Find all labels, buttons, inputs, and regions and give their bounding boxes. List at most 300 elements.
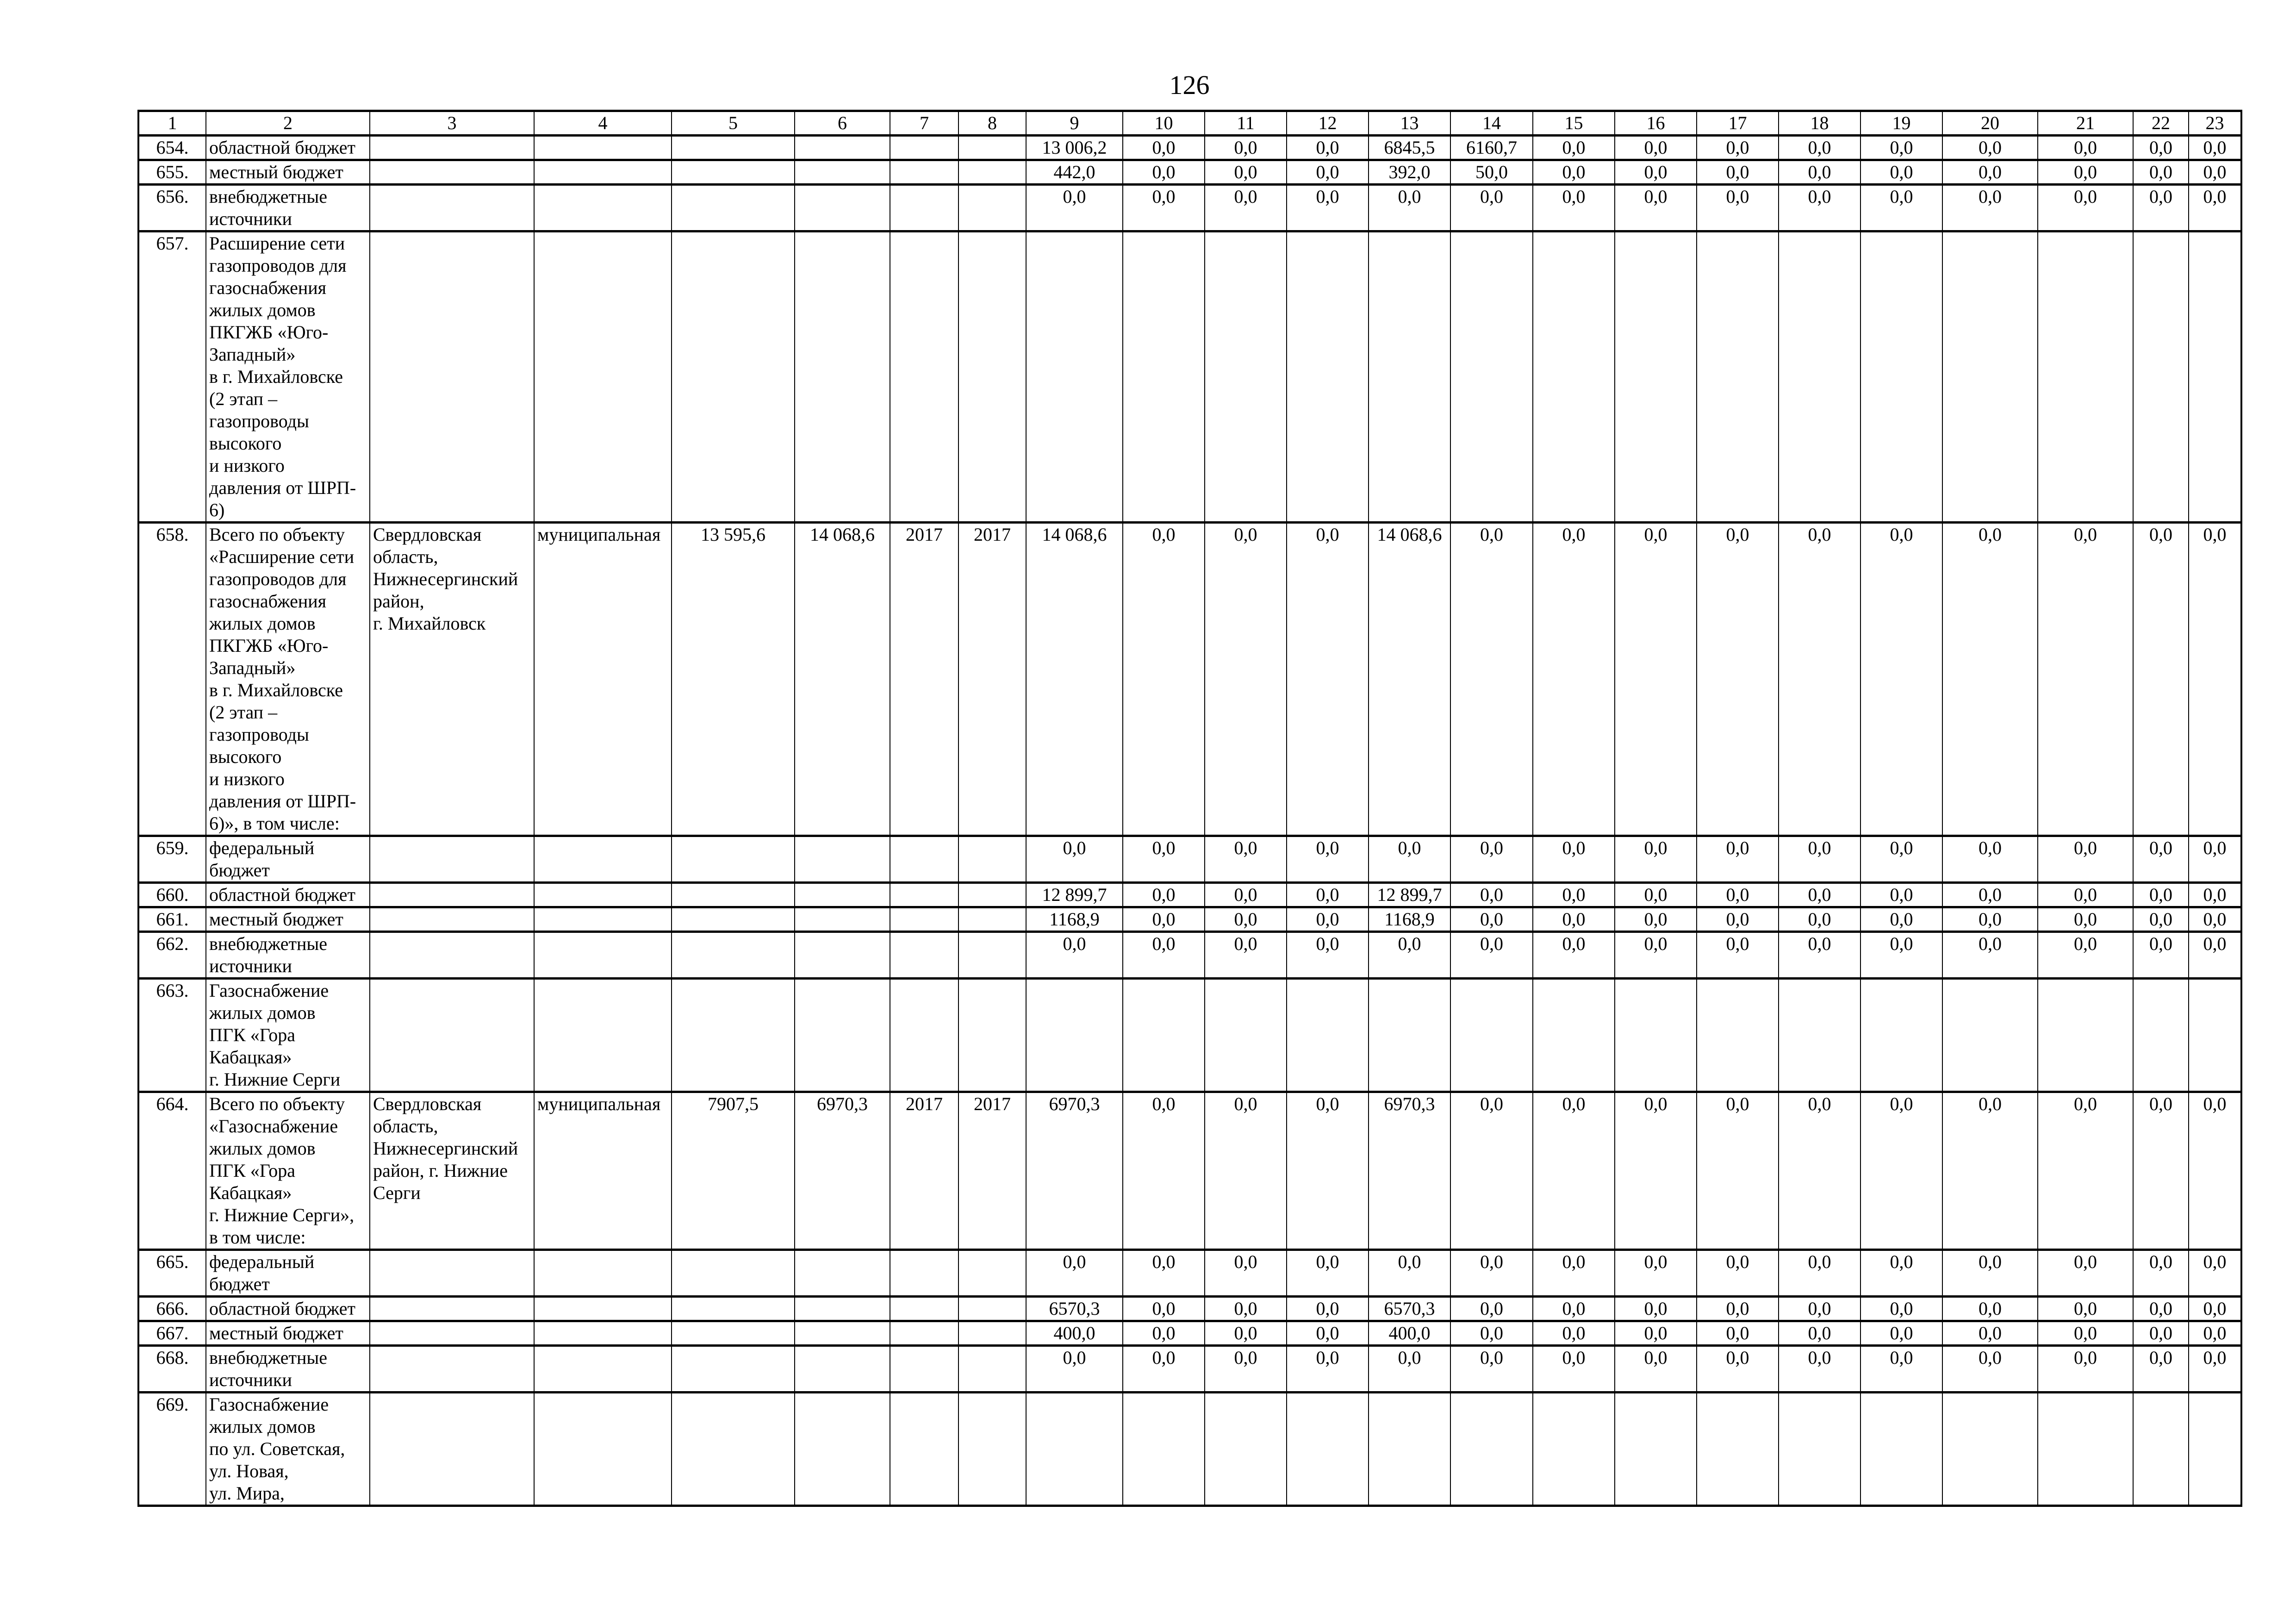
ownership: [534, 185, 672, 231]
table-row: [138, 907, 2241, 932]
row-name: внебюджетные источники: [206, 1346, 370, 1393]
row-number: 665.: [138, 1250, 206, 1297]
table-row: [138, 1092, 2241, 1250]
amount-cell-col-12: 0,0: [1287, 1346, 1369, 1393]
row-name: областной бюджет: [206, 1297, 370, 1321]
col-6-value: 6970,3: [795, 1092, 890, 1250]
amount-cell-col-12: 0,0: [1287, 1092, 1369, 1250]
amount-cell-col-14: [1450, 1393, 1533, 1506]
amount-cell-col-13: 12 899,7: [1369, 883, 1450, 907]
amount-cell-col-20: 0,0: [1942, 1321, 2038, 1346]
amount-cell-col-11: 0,0: [1205, 907, 1287, 932]
amount-cell-col-17: [1697, 1393, 1779, 1506]
amount-cell-col-23: 0,0: [2189, 1297, 2241, 1321]
amount-cell-col-21: 0,0: [2038, 836, 2133, 883]
amount-cell-col-17: 0,0: [1697, 1346, 1779, 1393]
table-row: [138, 883, 2241, 907]
amount-cell-col-22: 0,0: [2133, 185, 2189, 231]
amount-cell-col-20: 0,0: [1942, 907, 2038, 932]
row-number: 661.: [138, 907, 206, 932]
row-name: федеральный бюджет: [206, 836, 370, 883]
amount-cell-col-23: 0,0: [2189, 836, 2241, 883]
amount-cell-col-11: [1205, 1393, 1287, 1506]
amount-cell-col-20: 0,0: [1942, 160, 2038, 185]
amount-cell-col-23: 0,0: [2189, 523, 2241, 836]
amount-cell-col-23: 0,0: [2189, 883, 2241, 907]
amount-cell-col-19: 0,0: [1860, 1346, 1942, 1393]
ownership: муниципальная: [534, 1092, 672, 1250]
amount-cell-col-10: [1123, 979, 1205, 1092]
amount-cell-col-10: 0,0: [1123, 883, 1205, 907]
column-header: 16: [1615, 111, 1697, 136]
amount-cell-col-11: 0,0: [1205, 136, 1287, 160]
amount-cell-col-10: 0,0: [1123, 907, 1205, 932]
amount-cell-col-12: 0,0: [1287, 932, 1369, 979]
amount-cell-col-15: [1533, 231, 1615, 523]
amount-cell-col-17: 0,0: [1697, 1092, 1779, 1250]
location: [370, 1250, 534, 1297]
amount-cell-col-11: 0,0: [1205, 1092, 1287, 1250]
amount-cell-col-19: 0,0: [1860, 136, 1942, 160]
row-number: 657.: [138, 231, 206, 523]
amount-cell-col-18: 0,0: [1779, 1297, 1860, 1321]
end-year: [958, 1297, 1026, 1321]
location: [370, 231, 534, 523]
amount-cell-col-18: 0,0: [1779, 836, 1860, 883]
amount-cell-col-20: 0,0: [1942, 136, 2038, 160]
amount-cell-col-10: 0,0: [1123, 160, 1205, 185]
amount-cell-col-9: [1026, 231, 1123, 523]
start-year: [890, 185, 958, 231]
row-name: внебюджетные источники: [206, 185, 370, 231]
amount-cell-col-10: 0,0: [1123, 136, 1205, 160]
start-year: [890, 1346, 958, 1393]
amount-cell-col-14: 0,0: [1450, 932, 1533, 979]
column-header: 5: [672, 111, 795, 136]
start-year: [890, 932, 958, 979]
amount-cell-col-18: 0,0: [1779, 523, 1860, 836]
amount-cell-col-23: 0,0: [2189, 1346, 2241, 1393]
col-5-value: 7907,5: [672, 1092, 795, 1250]
amount-cell-col-13: 400,0: [1369, 1321, 1450, 1346]
amount-cell-col-16: 0,0: [1615, 1092, 1697, 1250]
amount-cell-col-16: 0,0: [1615, 136, 1697, 160]
budget-table: [137, 110, 2242, 1507]
amount-cell-col-20: 0,0: [1942, 1346, 2038, 1393]
row-number: 663.: [138, 979, 206, 1092]
row-number: 662.: [138, 932, 206, 979]
amount-cell-col-17: [1697, 979, 1779, 1092]
amount-cell-col-21: [2038, 231, 2133, 523]
header-row: [138, 111, 2241, 136]
amount-cell-col-18: 0,0: [1779, 160, 1860, 185]
amount-cell-col-9: 12 899,7: [1026, 883, 1123, 907]
amount-cell-col-9: 0,0: [1026, 836, 1123, 883]
amount-cell-col-11: 0,0: [1205, 185, 1287, 231]
location: [370, 883, 534, 907]
amount-cell-col-19: 0,0: [1860, 907, 1942, 932]
col-6-value: [795, 185, 890, 231]
column-header: 12: [1287, 111, 1369, 136]
amount-cell-col-20: [1942, 1393, 2038, 1506]
amount-cell-col-14: 0,0: [1450, 1346, 1533, 1393]
location: [370, 160, 534, 185]
amount-cell-col-10: [1123, 1393, 1205, 1506]
location: [370, 1321, 534, 1346]
amount-cell-col-13: 6845,5: [1369, 136, 1450, 160]
col-5-value: [672, 836, 795, 883]
end-year: [958, 907, 1026, 932]
table-row: [138, 1346, 2241, 1393]
amount-cell-col-17: 0,0: [1697, 523, 1779, 836]
col-6-value: [795, 1321, 890, 1346]
amount-cell-col-23: [2189, 979, 2241, 1092]
amount-cell-col-19: 0,0: [1860, 883, 1942, 907]
row-number: 664.: [138, 1092, 206, 1250]
table-row: [138, 231, 2241, 523]
amount-cell-col-11: [1205, 979, 1287, 1092]
col-6-value: [795, 1297, 890, 1321]
ownership: [534, 136, 672, 160]
ownership: [534, 979, 672, 1092]
amount-cell-col-13: 6970,3: [1369, 1092, 1450, 1250]
ownership: [534, 231, 672, 523]
column-header: 22: [2133, 111, 2189, 136]
amount-cell-col-22: [2133, 1393, 2189, 1506]
amount-cell-col-9: 13 006,2: [1026, 136, 1123, 160]
amount-cell-col-17: 0,0: [1697, 932, 1779, 979]
amount-cell-col-22: 0,0: [2133, 523, 2189, 836]
location: [370, 1346, 534, 1393]
amount-cell-col-20: 0,0: [1942, 1297, 2038, 1321]
ownership: [534, 1321, 672, 1346]
amount-cell-col-12: 0,0: [1287, 185, 1369, 231]
column-header: 8: [958, 111, 1026, 136]
amount-cell-col-20: 0,0: [1942, 185, 2038, 231]
table-row: [138, 1297, 2241, 1321]
column-header: 17: [1697, 111, 1779, 136]
amount-cell-col-18: [1779, 1393, 1860, 1506]
column-header: 14: [1450, 111, 1533, 136]
row-name: Всего по объекту «Расширение сети газопроводов для газоснабжения жилых домов ПКГЖБ «Юго- Западный» в г. Михайловске (2 этап – газопроводы высокого и низкого давления от ШРП- 6)», в том числе:: [206, 523, 370, 836]
table-row: [138, 136, 2241, 160]
amount-cell-col-10: [1123, 231, 1205, 523]
page-number: 126: [1169, 70, 1210, 100]
amount-cell-col-14: 0,0: [1450, 1321, 1533, 1346]
amount-cell-col-23: 0,0: [2189, 932, 2241, 979]
col-6-value: [795, 979, 890, 1092]
row-name: Газоснабжение жилых домов по ул. Советская, ул. Новая, ул. Мира,: [206, 1393, 370, 1506]
row-name: Расширение сети газопроводов для газоснабжения жилых домов ПКГЖБ «Юго- Западный» в г. Михайловске (2 этап – газопроводы высокого и низкого давления от ШРП- 6): [206, 231, 370, 523]
amount-cell-col-15: 0,0: [1533, 1346, 1615, 1393]
amount-cell-col-15: 0,0: [1533, 160, 1615, 185]
amount-cell-col-12: 0,0: [1287, 136, 1369, 160]
amount-cell-col-21: 0,0: [2038, 1250, 2133, 1297]
amount-cell-col-19: [1860, 1393, 1942, 1506]
amount-cell-col-13: 0,0: [1369, 1346, 1450, 1393]
location: [370, 1393, 534, 1506]
amount-cell-col-18: 0,0: [1779, 1321, 1860, 1346]
start-year: [890, 907, 958, 932]
amount-cell-col-20: 0,0: [1942, 836, 2038, 883]
amount-cell-col-22: 0,0: [2133, 1250, 2189, 1297]
amount-cell-col-9: 6570,3: [1026, 1297, 1123, 1321]
amount-cell-col-21: 0,0: [2038, 1321, 2133, 1346]
ownership: [534, 1346, 672, 1393]
amount-cell-col-11: 0,0: [1205, 932, 1287, 979]
amount-cell-col-16: [1615, 231, 1697, 523]
column-header: 15: [1533, 111, 1615, 136]
col-5-value: [672, 1297, 795, 1321]
amount-cell-col-20: 0,0: [1942, 932, 2038, 979]
ownership: муниципальная: [534, 523, 672, 836]
amount-cell-col-17: [1697, 231, 1779, 523]
amount-cell-col-10: 0,0: [1123, 1321, 1205, 1346]
row-number: 668.: [138, 1346, 206, 1393]
table-row: [138, 523, 2241, 836]
amount-cell-col-19: 0,0: [1860, 1250, 1942, 1297]
amount-cell-col-11: 0,0: [1205, 1250, 1287, 1297]
amount-cell-col-12: [1287, 1393, 1369, 1506]
row-name: местный бюджет: [206, 907, 370, 932]
start-year: 2017: [890, 1092, 958, 1250]
amount-cell-col-20: [1942, 979, 2038, 1092]
location: [370, 185, 534, 231]
amount-cell-col-9: 1168,9: [1026, 907, 1123, 932]
amount-cell-col-23: [2189, 1393, 2241, 1506]
amount-cell-col-18: 0,0: [1779, 1250, 1860, 1297]
col-5-value: 13 595,6: [672, 523, 795, 836]
row-name: Газоснабжение жилых домов ПГК «Гора Кабацкая» г. Нижние Серги: [206, 979, 370, 1092]
amount-cell-col-12: 0,0: [1287, 523, 1369, 836]
amount-cell-col-19: 0,0: [1860, 523, 1942, 836]
end-year: [958, 1321, 1026, 1346]
start-year: [890, 1321, 958, 1346]
start-year: [890, 836, 958, 883]
amount-cell-col-14: 0,0: [1450, 1297, 1533, 1321]
amount-cell-col-11: 0,0: [1205, 523, 1287, 836]
amount-cell-col-22: [2133, 979, 2189, 1092]
start-year: [890, 136, 958, 160]
col-6-value: [795, 231, 890, 523]
amount-cell-col-16: 0,0: [1615, 1250, 1697, 1297]
end-year: 2017: [958, 523, 1026, 836]
amount-cell-col-21: 0,0: [2038, 1297, 2133, 1321]
amount-cell-col-11: [1205, 231, 1287, 523]
amount-cell-col-12: [1287, 231, 1369, 523]
ownership: [534, 883, 672, 907]
column-header: 7: [890, 111, 958, 136]
amount-cell-col-20: 0,0: [1942, 523, 2038, 836]
amount-cell-col-11: 0,0: [1205, 160, 1287, 185]
amount-cell-col-20: [1942, 231, 2038, 523]
amount-cell-col-9: 0,0: [1026, 1250, 1123, 1297]
table-row: [138, 1321, 2241, 1346]
location: Свердловская область, Нижнесергинский район, г. Михайловск: [370, 523, 534, 836]
amount-cell-col-17: 0,0: [1697, 1297, 1779, 1321]
amount-cell-col-23: 0,0: [2189, 907, 2241, 932]
amount-cell-col-15: 0,0: [1533, 185, 1615, 231]
end-year: [958, 136, 1026, 160]
amount-cell-col-9: 0,0: [1026, 185, 1123, 231]
amount-cell-col-17: 0,0: [1697, 185, 1779, 231]
col-6-value: [795, 1346, 890, 1393]
amount-cell-col-11: 0,0: [1205, 1297, 1287, 1321]
column-header: 23: [2189, 111, 2241, 136]
table-row: [138, 1393, 2241, 1506]
amount-cell-col-14: 0,0: [1450, 1092, 1533, 1250]
amount-cell-col-9: 400,0: [1026, 1321, 1123, 1346]
amount-cell-col-23: 0,0: [2189, 1250, 2241, 1297]
amount-cell-col-15: 0,0: [1533, 1321, 1615, 1346]
amount-cell-col-15: 0,0: [1533, 932, 1615, 979]
row-name: федеральный бюджет: [206, 1250, 370, 1297]
table-row: [138, 160, 2241, 185]
table-row: [138, 836, 2241, 883]
amount-cell-col-10: 0,0: [1123, 1092, 1205, 1250]
amount-cell-col-21: 0,0: [2038, 932, 2133, 979]
location: [370, 907, 534, 932]
start-year: 2017: [890, 523, 958, 836]
amount-cell-col-19: 0,0: [1860, 185, 1942, 231]
amount-cell-col-16: 0,0: [1615, 1346, 1697, 1393]
amount-cell-col-22: 0,0: [2133, 1321, 2189, 1346]
amount-cell-col-13: 1168,9: [1369, 907, 1450, 932]
column-header: 13: [1369, 111, 1450, 136]
amount-cell-col-21: 0,0: [2038, 136, 2133, 160]
amount-cell-col-18: 0,0: [1779, 932, 1860, 979]
amount-cell-col-9: [1026, 979, 1123, 1092]
amount-cell-col-18: 0,0: [1779, 907, 1860, 932]
amount-cell-col-12: 0,0: [1287, 1321, 1369, 1346]
amount-cell-col-16: 0,0: [1615, 883, 1697, 907]
column-header: 11: [1205, 111, 1287, 136]
col-5-value: [672, 979, 795, 1092]
amount-cell-col-18: 0,0: [1779, 1346, 1860, 1393]
amount-cell-col-21: [2038, 1393, 2133, 1506]
amount-cell-col-21: [2038, 979, 2133, 1092]
location: [370, 136, 534, 160]
amount-cell-col-21: 0,0: [2038, 1092, 2133, 1250]
amount-cell-col-21: 0,0: [2038, 185, 2133, 231]
ownership: [534, 160, 672, 185]
ownership: [534, 836, 672, 883]
amount-cell-col-18: [1779, 231, 1860, 523]
col-5-value: [672, 185, 795, 231]
table-row: [138, 1250, 2241, 1297]
start-year: [890, 1393, 958, 1506]
amount-cell-col-18: 0,0: [1779, 136, 1860, 160]
amount-cell-col-15: 0,0: [1533, 1092, 1615, 1250]
amount-cell-col-11: 0,0: [1205, 1346, 1287, 1393]
col-6-value: [795, 836, 890, 883]
column-header: 2: [206, 111, 370, 136]
row-name: Всего по объекту «Газоснабжение жилых домов ПГК «Гора Кабацкая» г. Нижние Серги», в том числе:: [206, 1092, 370, 1250]
ownership: [534, 1393, 672, 1506]
amount-cell-col-14: 0,0: [1450, 523, 1533, 836]
amount-cell-col-11: 0,0: [1205, 883, 1287, 907]
col-5-value: [672, 883, 795, 907]
column-header: 1: [138, 111, 206, 136]
end-year: 2017: [958, 1092, 1026, 1250]
amount-cell-col-23: 0,0: [2189, 1092, 2241, 1250]
col-5-value: [672, 1250, 795, 1297]
column-header: 3: [370, 111, 534, 136]
amount-cell-col-23: 0,0: [2189, 1321, 2241, 1346]
amount-cell-col-10: 0,0: [1123, 185, 1205, 231]
amount-cell-col-12: 0,0: [1287, 836, 1369, 883]
amount-cell-col-9: 14 068,6: [1026, 523, 1123, 836]
amount-cell-col-9: [1026, 1393, 1123, 1506]
amount-cell-col-17: 0,0: [1697, 1250, 1779, 1297]
amount-cell-col-17: 0,0: [1697, 160, 1779, 185]
table-row: [138, 932, 2241, 979]
row-number: 667.: [138, 1321, 206, 1346]
amount-cell-col-18: 0,0: [1779, 185, 1860, 231]
amount-cell-col-15: 0,0: [1533, 836, 1615, 883]
col-6-value: [795, 883, 890, 907]
end-year: [958, 1250, 1026, 1297]
amount-cell-col-19: 0,0: [1860, 836, 1942, 883]
amount-cell-col-11: 0,0: [1205, 1321, 1287, 1346]
amount-cell-col-9: 6970,3: [1026, 1092, 1123, 1250]
amount-cell-col-19: 0,0: [1860, 1321, 1942, 1346]
amount-cell-col-13: [1369, 979, 1450, 1092]
ownership: [534, 907, 672, 932]
amount-cell-col-12: 0,0: [1287, 883, 1369, 907]
column-header: 20: [1942, 111, 2038, 136]
start-year: [890, 1250, 958, 1297]
col-6-value: [795, 1250, 890, 1297]
amount-cell-col-10: 0,0: [1123, 523, 1205, 836]
amount-cell-col-15: 0,0: [1533, 883, 1615, 907]
column-header: 10: [1123, 111, 1205, 136]
col-5-value: [672, 1346, 795, 1393]
amount-cell-col-12: 0,0: [1287, 1250, 1369, 1297]
table-row: [138, 185, 2241, 231]
end-year: [958, 1346, 1026, 1393]
amount-cell-col-13: [1369, 1393, 1450, 1506]
amount-cell-col-15: [1533, 1393, 1615, 1506]
col-5-value: [672, 932, 795, 979]
amount-cell-col-22: 0,0: [2133, 883, 2189, 907]
amount-cell-col-20: 0,0: [1942, 1092, 2038, 1250]
amount-cell-col-21: 0,0: [2038, 883, 2133, 907]
amount-cell-col-20: 0,0: [1942, 1250, 2038, 1297]
amount-cell-col-16: 0,0: [1615, 1321, 1697, 1346]
row-name: местный бюджет: [206, 1321, 370, 1346]
amount-cell-col-22: 0,0: [2133, 836, 2189, 883]
col-6-value: [795, 932, 890, 979]
end-year: [958, 836, 1026, 883]
table-row: [138, 979, 2241, 1092]
amount-cell-col-17: 0,0: [1697, 836, 1779, 883]
amount-cell-col-23: 0,0: [2189, 160, 2241, 185]
amount-cell-col-22: 0,0: [2133, 160, 2189, 185]
amount-cell-col-15: 0,0: [1533, 1297, 1615, 1321]
amount-cell-col-16: 0,0: [1615, 1297, 1697, 1321]
row-number: 655.: [138, 160, 206, 185]
amount-cell-col-15: 0,0: [1533, 907, 1615, 932]
amount-cell-col-9: 0,0: [1026, 932, 1123, 979]
amount-cell-col-17: 0,0: [1697, 883, 1779, 907]
amount-cell-col-10: 0,0: [1123, 1250, 1205, 1297]
amount-cell-col-21: 0,0: [2038, 523, 2133, 836]
col-5-value: [672, 1321, 795, 1346]
amount-cell-col-18: 0,0: [1779, 883, 1860, 907]
row-number: 666.: [138, 1297, 206, 1321]
location: [370, 836, 534, 883]
